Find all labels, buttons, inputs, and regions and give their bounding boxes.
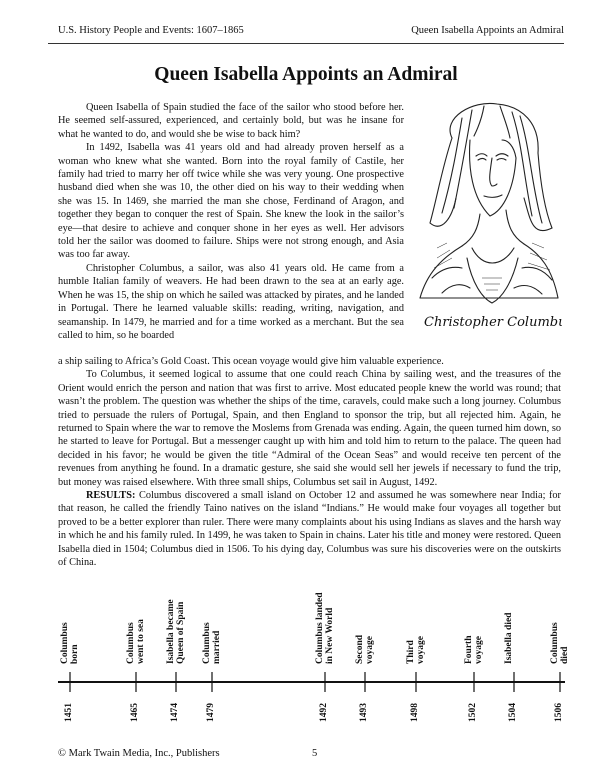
running-header-right: Queen Isabella Appoints an Admiral xyxy=(411,25,564,36)
paragraph-3-continued: a ship sailing to Africa’s Gold Coast. This ocean voyage would give him valuable experience. xyxy=(58,356,444,367)
running-header-left: U.S. History People and Events: 1607–1865 xyxy=(58,25,244,36)
timeline-event-label: Columbus went to sea xyxy=(126,619,146,664)
results-text: Columbus discovered a small island on October 12 and assumed he was somewhere near India; for that reason, he called the friendly Taino natives on the island “Indians.” He would make four voyages all together but proved to be a better explorer than ruler. There were many complaints about his using Indians as slaves and the harsh way in which he and his family ruled. In 1499, he was taken to Spain in chains. Later his title and money were restored. Queen Isabella died in 1504; Columbus died in 1506. To his dying day, Columbus was sure his discoveries were on the outskirts of China. xyxy=(58,490,561,569)
footer-publisher: © Mark Twain Media, Inc., Publishers xyxy=(58,748,220,759)
timeline-year: 1474 xyxy=(170,703,180,722)
paragraph-3: Christopher Columbus, a sailor, was also 41 years old. He came from a humble Italian family of weavers. He had been drawn to the sea at an early age. When he was 15, the ship on which he sailed was attacked by pirates, and he landed in Portugal. There he learned valuable skills: reading, writing, navigation, and seamanship. In 1479, he married and for a time worked as a merchant. But the sea called to him, so he boarded xyxy=(58,262,404,341)
results-label: RESULTS: xyxy=(86,490,136,502)
timeline-event-label: Columbus died xyxy=(550,622,570,664)
paragraph-4: To Columbus, it seemed logical to assume that one could reach China by sailing west, and the treasures of the Orient would enrich the person and nation that was first to arrive. Most educated people knew the world was round; that wasn’t the problem. The question was whether the ships of the time, caravels, could make such a long journey. Columbus tried to persuade the rulers of Portugal, Spain, and then England to sponsor the trip, but all rejected him. Again, he returned to Spain where the war to remove the Moslems from Grenada was ending. Again, the queen turned him down, so he started to leave for Portugal. But a messenger caught up with him and told him to return to the palace. The queen had decided in his favor; he would be given the title “Admiral of the Ocean Seas” and would receive ten percent of the revenues from anything he found. In a dramatic gesture, she said she would sell her jewels if necessary to fund the trip, but money was raised elsewhere. With three small ships, Columbus set sail in August, 1492. xyxy=(58,369,561,488)
paragraph-2: In 1492, Isabella was 41 years old and had already proven herself as a woman who knew what she wanted. Born into the royal family of Castile, her family had tried to marry her off twice while she was very young. One prospective husband died when she was 10, the other died on his way to their wedding when she was 15. In 1469, she married the man she chose, Ferdinand of Aragon, and together they began to conquer the rest of Spain. She knew the look in the sailor’s eye—that desire to achieve and conquer shone in her eyes as well. Her advisors told her the sailor was doomed to failure. Ships were not strong enough, and Asia was too far away. xyxy=(58,142,404,261)
page-title: Queen Isabella Appoints an Admiral xyxy=(154,64,458,85)
portrait-drawing xyxy=(412,98,562,336)
timeline-year: 1479 xyxy=(206,703,216,722)
timeline-year: 1498 xyxy=(410,703,420,722)
timeline-event-label: Columbus born xyxy=(60,622,80,664)
timeline-event-label: Isabella died xyxy=(504,612,514,664)
timeline-year: 1492 xyxy=(319,703,329,722)
article-column-full xyxy=(58,355,561,570)
timeline-year: 1502 xyxy=(468,703,478,722)
timeline-year: 1504 xyxy=(508,703,518,722)
paragraph-1: Queen Isabella of Spain studied the face of the sailor who stood before her. He seemed self-assured, experienced, and certainly bold, but was he insane for what he wanted to do, and would she be wise to back him? xyxy=(58,102,404,140)
timeline-year: 1506 xyxy=(554,703,564,722)
footer-page-number: 5 xyxy=(312,748,318,759)
timeline-event-label: Columbus married xyxy=(202,622,222,664)
header-rule xyxy=(48,43,564,44)
timeline-year: 1493 xyxy=(359,703,369,722)
timeline-year: 1451 xyxy=(64,703,74,722)
results-paragraph xyxy=(58,489,561,569)
columbus-portrait xyxy=(412,98,562,336)
article-column-narrow xyxy=(58,101,404,342)
timeline-event-label: Third voyage xyxy=(406,636,426,664)
timeline-event-label: Fourth voyage xyxy=(464,635,484,664)
portrait-caption: Christopher Columbus xyxy=(424,315,562,330)
timeline-event-label: Second voyage xyxy=(355,634,375,664)
timeline-event-label: Isabella became Queen of Spain xyxy=(166,599,186,664)
timeline-year: 1465 xyxy=(130,703,140,722)
timeline-event-label: Columbus landed in New World xyxy=(315,592,335,664)
